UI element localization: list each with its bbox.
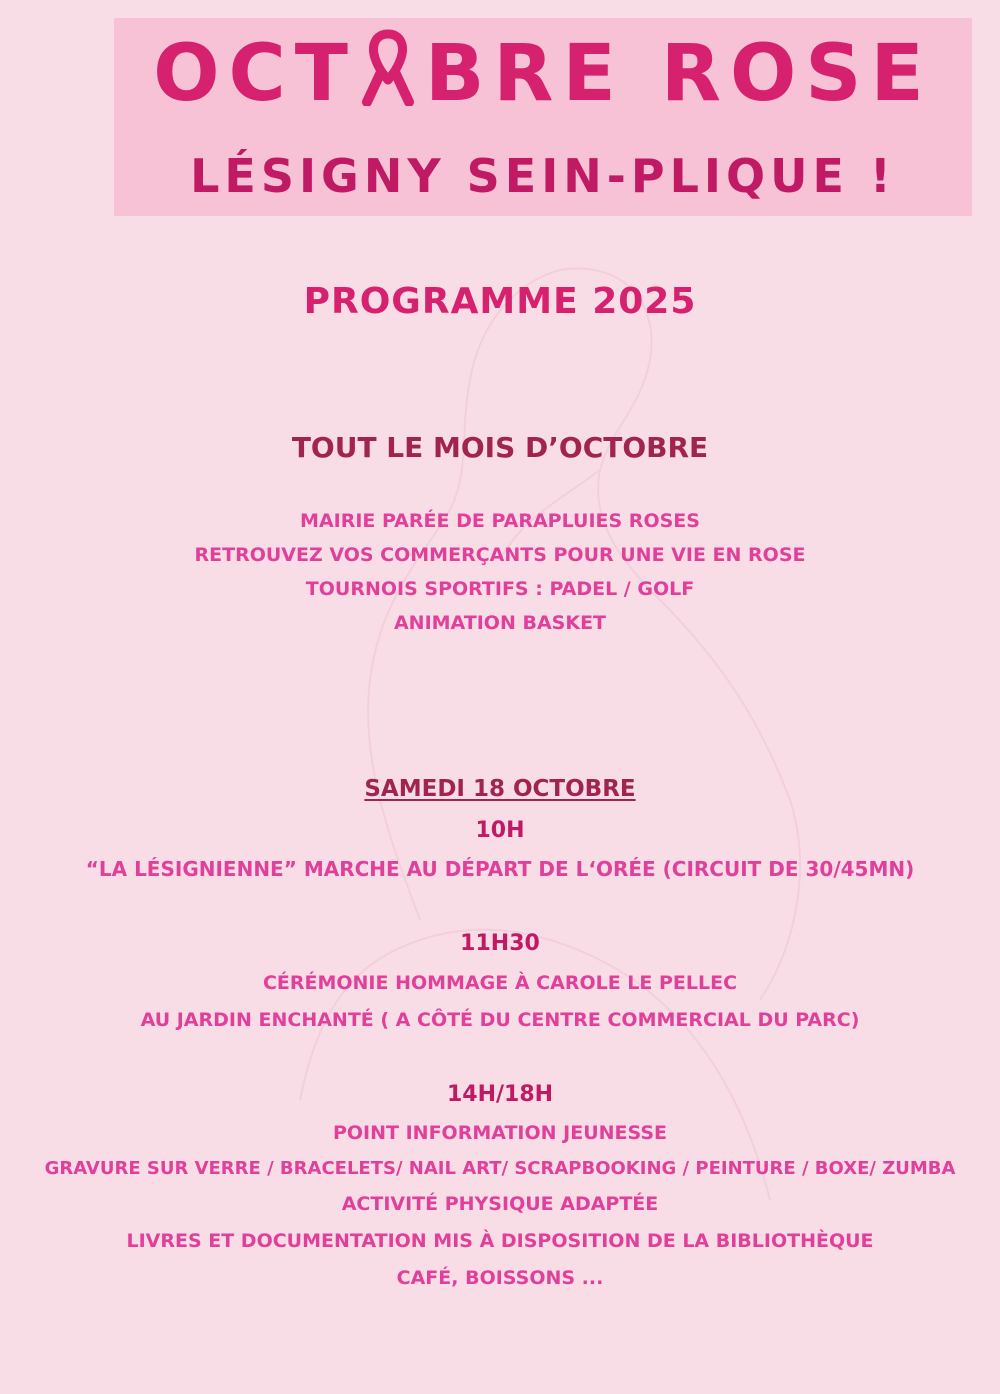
banner-title xyxy=(114,24,972,124)
program-title: PROGRAMME 2025 xyxy=(303,281,697,322)
month-item: MAIRIE PARÉE DE PARAPLUIES ROSES xyxy=(300,510,700,532)
saturday-date xyxy=(0,773,1000,805)
event-line: CÉRÉMONIE HOMMAGE À CAROLE LE PELLEC xyxy=(262,972,738,994)
month-item: TOURNOIS SPORTIFS : PADEL / GOLF xyxy=(305,578,695,600)
event-line: POINT INFORMATION JEUNESSE xyxy=(332,1122,668,1144)
event-time: 11H30 xyxy=(460,931,540,956)
banner-subtitle: LÉSIGNY SEIN-PLIQUE ! xyxy=(190,149,896,203)
event-line: CAFÉ, BOISSONS ... xyxy=(396,1267,604,1289)
month-item: RETROUVEZ VOS COMMERÇANTS POUR UNE VIE EN ROSE xyxy=(194,544,806,566)
month-item: ANIMATION BASKET xyxy=(393,612,607,634)
banner-title-prefix: OCT xyxy=(153,29,357,119)
event-line: GRAVURE SUR VERRE / BRACELETS/ NAIL ART/ SCRAPBOOKING / PEINTURE / BOXE/ ZUMBA xyxy=(44,1158,956,1179)
month-section-heading: TOUT LE MOIS D’OCTOBRE xyxy=(291,431,709,464)
event-line: ACTIVITÉ PHYSIQUE ADAPTÉE xyxy=(341,1193,659,1215)
saturday-date-text: SAMEDI 18 OCTOBRE xyxy=(364,776,636,802)
event-time: 10H xyxy=(475,818,525,843)
event-line: AU JARDIN ENCHANTÉ ( A CÔTÉ DU CENTRE COMMERCIAL DU PARC) xyxy=(140,1009,860,1031)
event-line: “LA LÉSIGNIENNE” MARCHE AU DÉPART DE L‘ORÉE (CIRCUIT DE 30/45MN) xyxy=(85,857,915,881)
header-banner xyxy=(114,18,972,216)
event-time: 14H/18H xyxy=(446,1082,554,1107)
pink-ribbon-icon xyxy=(357,26,419,106)
banner-title-suffix: BRE ROSE xyxy=(424,29,933,119)
event-line: LIVRES ET DOCUMENTATION MIS À DISPOSITION DE LA BIBLIOTHÈQUE xyxy=(126,1230,874,1252)
